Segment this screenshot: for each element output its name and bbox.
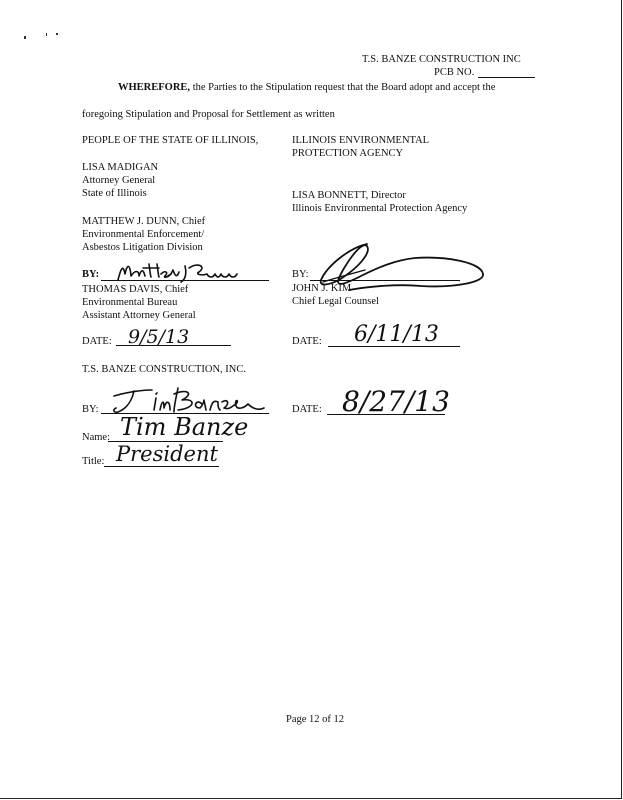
title-value: President — [116, 442, 218, 466]
date-value-left: 9/5/13 — [128, 326, 190, 348]
scan-speck — [24, 36, 26, 39]
madigan-name: LISA MADIGAN — [82, 162, 159, 173]
dunn-signature-line — [101, 280, 269, 281]
madigan-title: Attorney General — [82, 175, 156, 186]
scan-speck — [56, 33, 58, 35]
intro-line-2: foregoing Stipulation and Proposal for Settlement as written — [82, 109, 335, 120]
kim-title: Chief Legal Counsel — [292, 296, 379, 307]
davis-title: Assistant Attorney General — [82, 310, 196, 321]
page-number: Page 12 of 12 — [286, 714, 345, 725]
date2-value-right: 8/27/13 — [342, 385, 450, 418]
madigan-state: State of Illinois — [82, 188, 147, 199]
name-value: Tim Banze — [120, 413, 249, 441]
date2-label-right: DATE: — [292, 404, 322, 415]
agency-full-name: Illinois Environmental Protection Agency — [292, 203, 468, 214]
bonnett-name: LISA BONNETT, Director — [292, 190, 406, 201]
date-label-right: DATE: — [292, 336, 322, 347]
wherefore-word: WHEREFORE, — [118, 82, 191, 93]
scan-speck — [46, 33, 47, 36]
by-label-right: BY: — [292, 269, 309, 280]
banze-company: T.S. BANZE CONSTRUCTION, INC. — [82, 364, 247, 375]
title-line — [104, 466, 219, 467]
kim-name: JOHN J. KIM — [292, 283, 352, 294]
by2-label: BY: — [82, 404, 99, 415]
agency-heading-2: PROTECTION AGENCY — [292, 148, 404, 159]
header-company: T.S. BANZE CONSTRUCTION INC — [362, 54, 521, 65]
date2-line-right — [327, 414, 445, 415]
name-label: Name: — [82, 432, 110, 443]
dunn-dept-1: Environmental Enforcement/ — [82, 229, 205, 240]
date-line-left — [116, 345, 231, 346]
pcb-number-line — [478, 77, 535, 78]
davis-name: THOMAS DAVIS, Chief — [82, 284, 189, 295]
davis-bureau: Environmental Bureau — [82, 297, 178, 308]
agency-heading-1: ILLINOIS ENVIRONMENTAL — [292, 135, 430, 146]
date-label-left: DATE: — [82, 336, 112, 347]
banze-signature — [108, 384, 268, 416]
date-value-right: 6/11/13 — [354, 322, 439, 347]
intro-text-1: the Parties to the Stipulation request that the Board adopt and accept the — [192, 82, 496, 93]
by-label-left: BY: — [82, 269, 100, 280]
dunn-name: MATTHEW J. DUNN, Chief — [82, 216, 206, 227]
dunn-dept-2: Asbestos Litigation Division — [82, 242, 203, 253]
date-line-right — [328, 346, 460, 347]
kim-signature — [305, 238, 490, 296]
people-heading: PEOPLE OF THE STATE OF ILLINOIS, — [82, 135, 259, 146]
intro-line-1 — [118, 81, 495, 94]
title-label: Title: — [82, 456, 105, 467]
header-pcb-label: PCB NO. — [434, 67, 475, 78]
